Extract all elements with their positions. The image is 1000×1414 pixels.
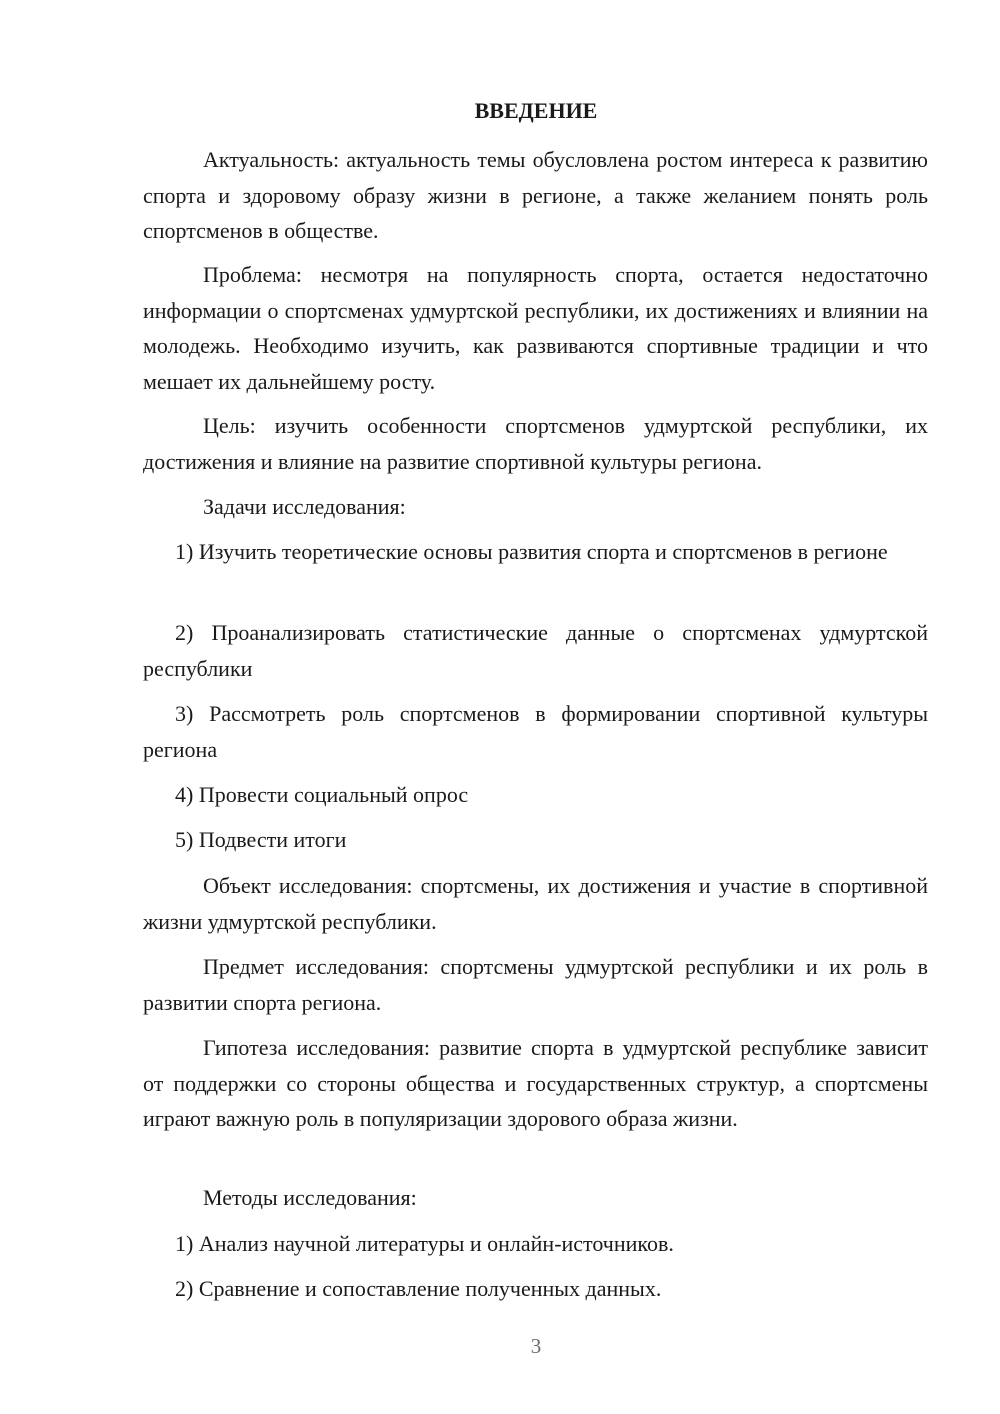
task-item-3: 3) Рассмотреть роль спортсменов в формировании спортивной культуры региона [143, 701, 928, 762]
page-title: ВВЕДЕНИЕ [474, 98, 598, 123]
method-item-2: 2) Сравнение и сопоставление полученных данных. [175, 1276, 662, 1301]
relevance-paragraph: Актуальность: актуальность темы обусловлена ростом интереса к развитию спорта и здоровому образу жизни в регионе, а также желанием понять роль спортсменов в обществе. [143, 147, 928, 244]
methods-heading: Методы исследования: [203, 1185, 417, 1210]
tasks-heading: Задачи исследования: [203, 494, 406, 519]
task-item-5: 5) Подвести итоги [175, 827, 347, 852]
goal-paragraph: Цель: изучить особенности спортсменов удмуртской республики, их достижения и влияние на развитие спортивной культуры региона. [143, 413, 928, 474]
task-item-2: 2) Проанализировать статистические данные о спортсменах удмуртской республики [143, 620, 928, 681]
problem-paragraph: Проблема: несмотря на популярность спорта, остается недостаточно информации о спортсменах удмуртской республики, их достижениях и влиянии на молодежь. Необходимо изучить, как развиваются спортивные традиции и что мешает их дальнейшему росту. [143, 262, 928, 395]
object-paragraph: Объект исследования: спортсмены, их достижения и участие в спортивной жизни удмуртской республики. [143, 873, 928, 934]
method-item-1: 1) Анализ научной литературы и онлайн-источников. [175, 1231, 674, 1256]
task-item-1: 1) Изучить теоретические основы развития спорта и спортсменов в регионе [175, 539, 888, 564]
subject-paragraph: Предмет исследования: спортсмены удмуртской республики и их роль в развитии спорта региона. [143, 954, 928, 1015]
hypothesis-paragraph: Гипотеза исследования: развитие спорта в удмуртской республике зависит от поддержки со стороны общества и государственных структур, а спортсмены играют важную роль в популяризации здорового образа жизни. [143, 1035, 928, 1132]
task-item-4: 4) Провести социальный опрос [175, 782, 469, 807]
page-number: 3 [530, 1334, 542, 1358]
